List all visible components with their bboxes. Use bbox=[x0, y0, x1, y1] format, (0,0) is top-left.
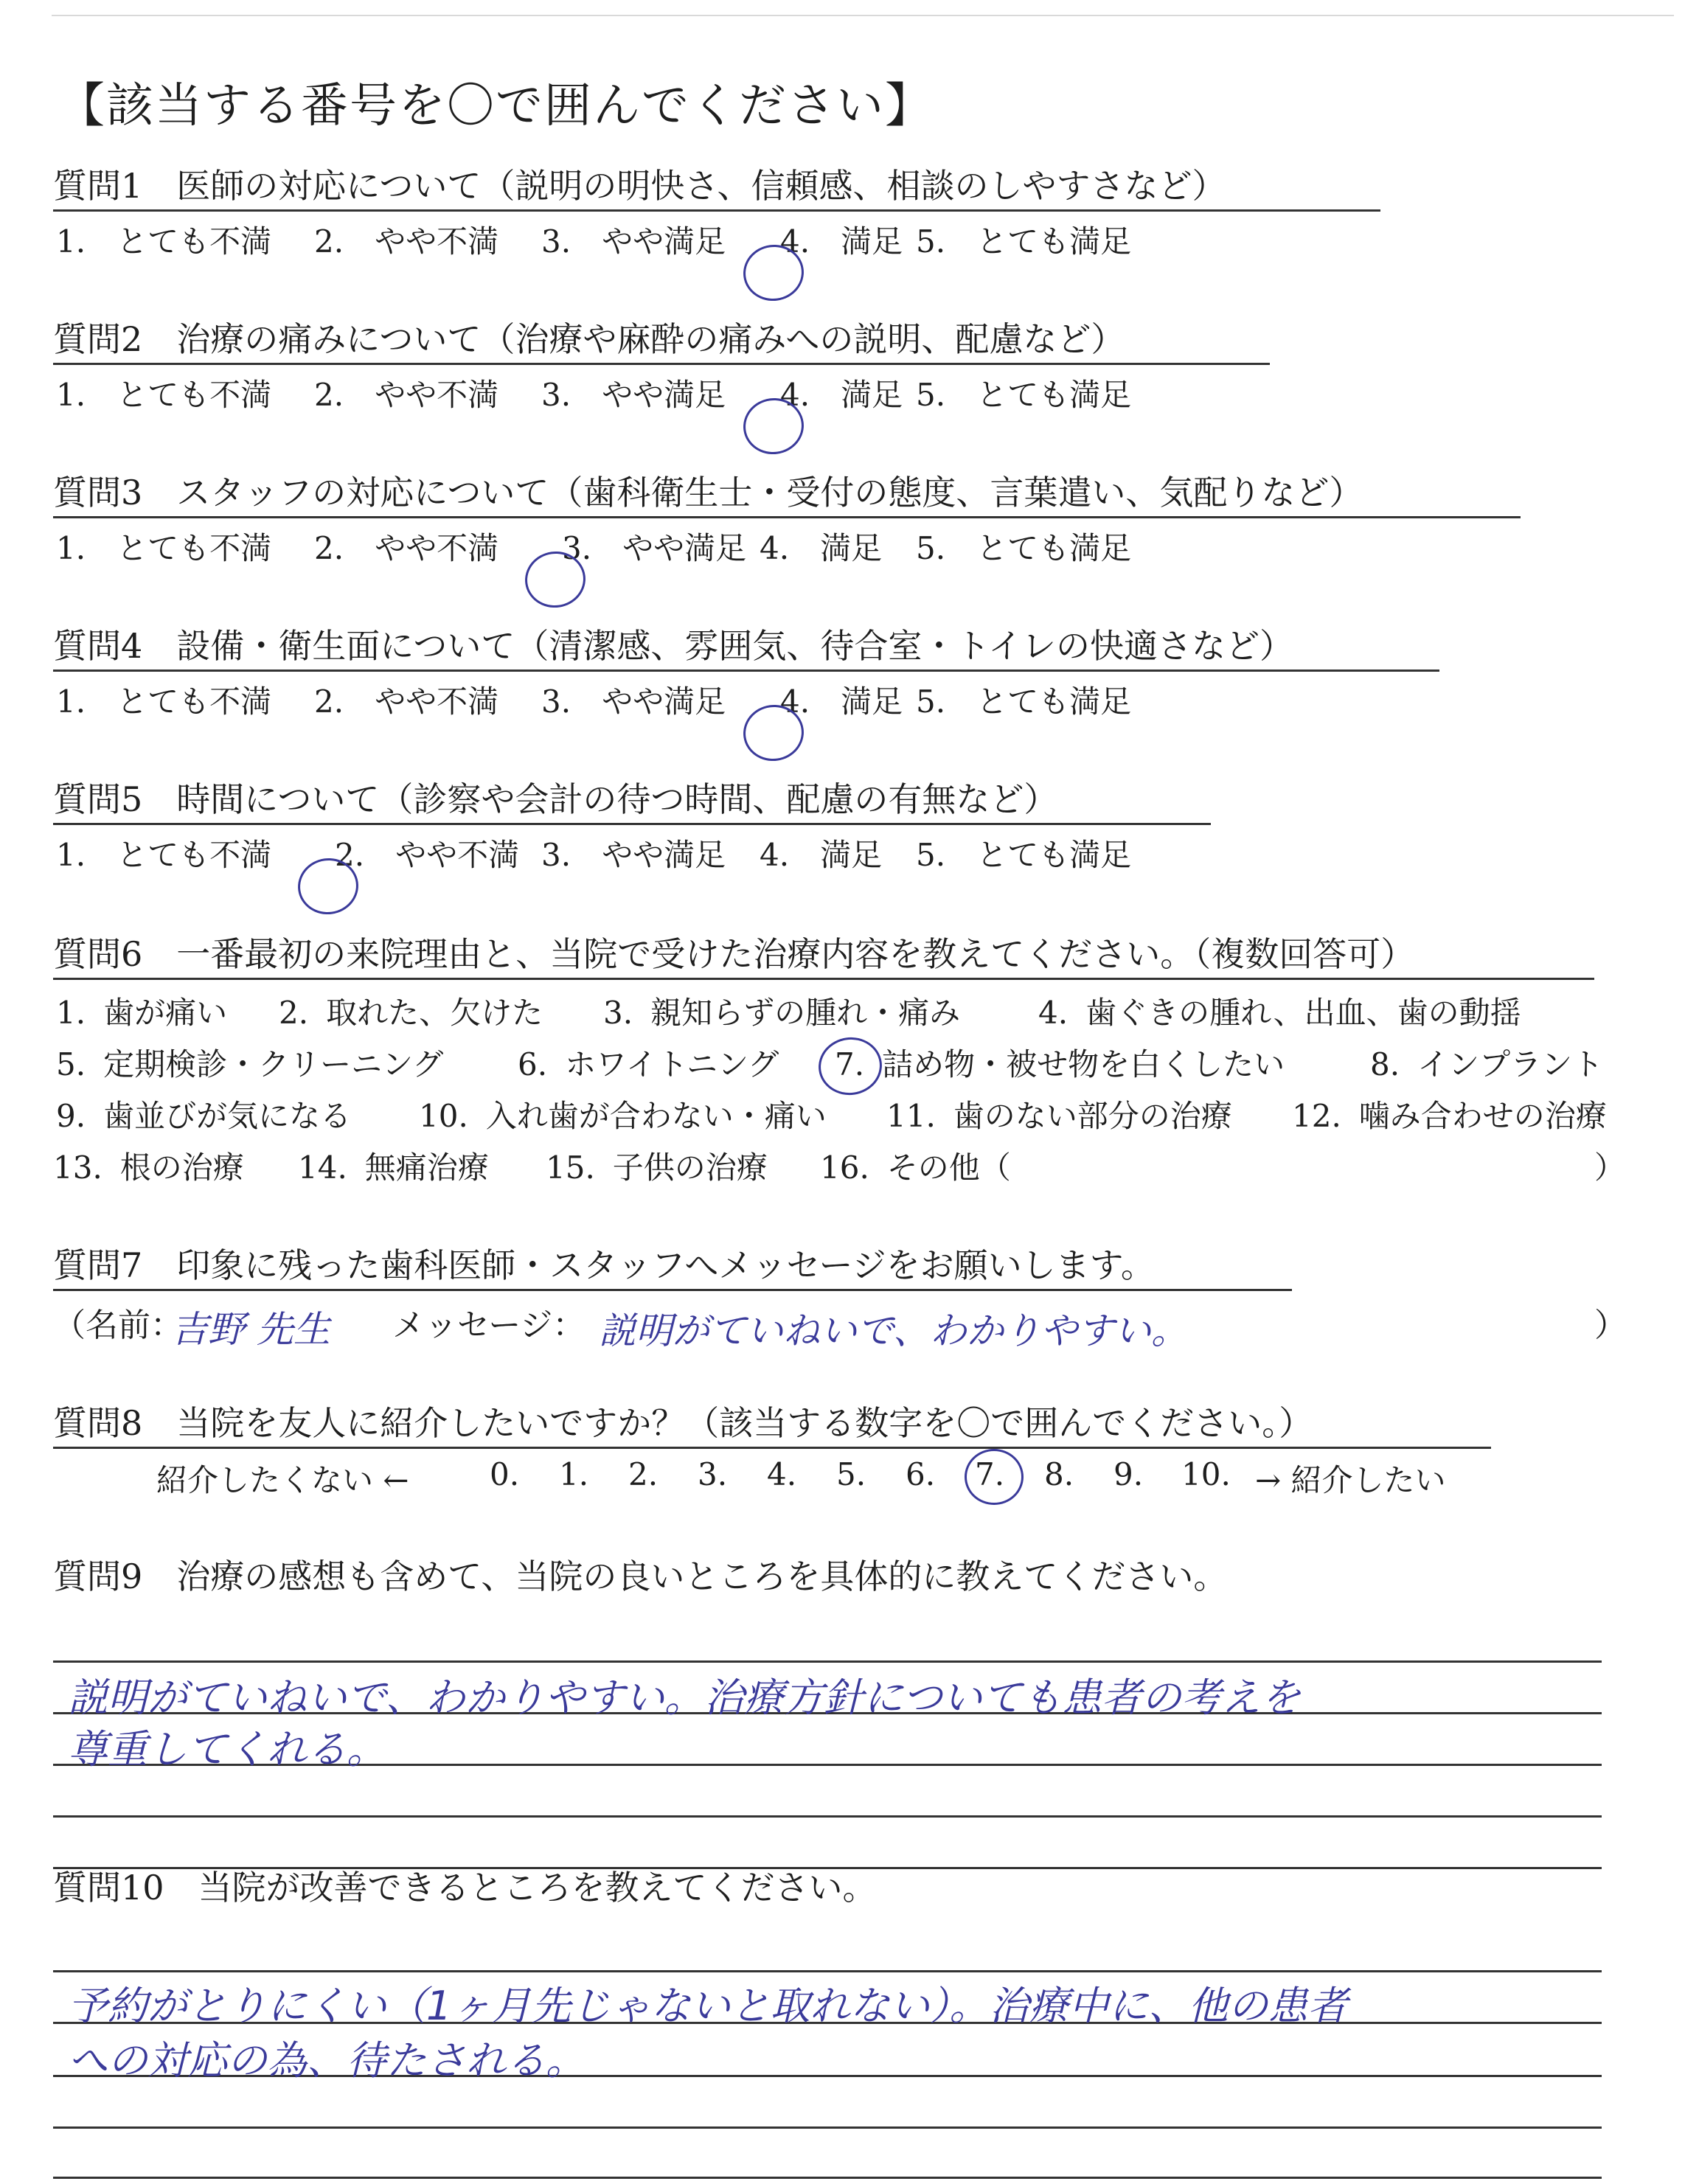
q3-option-3[interactable] bbox=[541, 524, 746, 568]
q1-option-4[interactable] bbox=[760, 218, 903, 262]
q8-scale-8[interactable]: 8. bbox=[1044, 1456, 1074, 1492]
top-rule bbox=[52, 15, 1674, 16]
q8-scale-5[interactable]: 5. bbox=[836, 1456, 866, 1492]
question-1-options bbox=[53, 212, 1631, 260]
q4-option-5[interactable]: 5. とても満足 bbox=[916, 684, 1132, 720]
q6-choice-6[interactable]: 6. ホワイトニング bbox=[518, 1046, 779, 1082]
question-8 bbox=[53, 1399, 1631, 1508]
q6-choice-9[interactable]: 9. 歯並びが気になる bbox=[56, 1098, 352, 1134]
q2-option-1[interactable]: 1. とても不満 bbox=[56, 377, 272, 413]
q5-option-3[interactable]: 3. やや満足 bbox=[541, 837, 726, 873]
q6-choice-10[interactable]: 10. 入れ歯が合わない・痛い bbox=[419, 1098, 827, 1134]
question-1 bbox=[53, 162, 1631, 260]
q8-scale-9[interactable]: 9. bbox=[1113, 1456, 1144, 1492]
q6-choice-15[interactable]: 15. 子供の治療 bbox=[546, 1150, 768, 1186]
q8-scale-0[interactable]: 0. bbox=[490, 1456, 520, 1492]
q7-name-label: （名前： bbox=[53, 1307, 183, 1344]
q5-option-4[interactable]: 4. 満足 bbox=[760, 837, 883, 873]
question-7 bbox=[53, 1242, 1631, 1350]
q6-choice-7[interactable]: 7. 詰め物・被せ物を白くしたい bbox=[835, 1046, 1285, 1082]
q8-scale-1[interactable]: 1. bbox=[559, 1456, 589, 1492]
q2-option-3[interactable]: 3. やや満足 bbox=[541, 377, 726, 413]
q6-choice-3[interactable]: 3. 親知らずの腫れ・痛み bbox=[603, 995, 961, 1031]
question-8-scale bbox=[53, 1449, 1631, 1508]
q1-option-3[interactable]: 3. やや満足 bbox=[541, 223, 726, 260]
q6-choice-14[interactable]: 14. 無痛治療 bbox=[298, 1150, 489, 1186]
q5-option-5[interactable]: 5. とても満足 bbox=[916, 837, 1132, 873]
q6-choice-8[interactable]: 8. インプラント bbox=[1370, 1046, 1604, 1082]
q5-option-2-label: 2. やや不満 bbox=[335, 837, 520, 873]
question-9-answer-area bbox=[53, 1600, 1631, 1880]
q6-choice-2[interactable]: 2. 取れた、欠けた bbox=[279, 995, 543, 1031]
q9-answer-line-2[interactable]: 尊重してくれる。 bbox=[68, 1726, 386, 1773]
question-10-title: 質問10 当院が改善できるところを教えてください。 bbox=[53, 1868, 877, 1907]
q3-option-2[interactable]: 2. やや不満 bbox=[314, 530, 499, 566]
q8-scale-6[interactable]: 6. bbox=[906, 1456, 936, 1492]
question-1-title: 質問1 医師の対応について（説明の明快さ、信頼感、相談のしやすさなど） bbox=[53, 166, 1226, 206]
question-7-title: 質問7 印象に残った歯科医師・スタッフへメッセージをお願いします。 bbox=[53, 1245, 1155, 1285]
q5-option-2[interactable] bbox=[314, 831, 519, 875]
question-10 bbox=[53, 1864, 1631, 2184]
question-2-options bbox=[53, 365, 1631, 414]
q1-option-5[interactable]: 5. とても満足 bbox=[916, 223, 1132, 260]
q6-choice-12[interactable]: 12. 噛み合わせの治療 bbox=[1292, 1098, 1607, 1134]
question-7-message-row bbox=[53, 1291, 1631, 1350]
q8-scale-3[interactable]: 3. bbox=[698, 1456, 728, 1492]
q6-choice-13[interactable]: 13. 根の治療 bbox=[53, 1150, 244, 1186]
question-9 bbox=[53, 1553, 1631, 1880]
question-6 bbox=[53, 931, 1631, 1194]
q1-option-4-label: 4. 満足 bbox=[780, 223, 903, 260]
question-5 bbox=[53, 776, 1631, 874]
question-6-choices bbox=[53, 980, 1631, 1194]
q10-line-1 bbox=[53, 1970, 1602, 1972]
q4-option-2[interactable]: 2. やや不満 bbox=[314, 684, 499, 720]
q8-scale-2[interactable]: 2. bbox=[628, 1456, 659, 1492]
q10-line-4 bbox=[53, 2126, 1602, 2129]
question-5-title: 質問5 時間について（診察や会計の待つ時間、配慮の有無など） bbox=[53, 779, 1058, 819]
q2-option-2[interactable]: 2. やや不満 bbox=[314, 377, 499, 413]
q7-close-paren: ） bbox=[1594, 1307, 1627, 1344]
q3-option-4[interactable]: 4. 満足 bbox=[760, 530, 883, 566]
page-header: 【該当する番号を〇で囲んでください】 bbox=[58, 79, 934, 133]
question-4-title: 質問4 設備・衛生面について（清潔感、雰囲気、待合室・トイレの快適さなど） bbox=[53, 626, 1294, 666]
q6-choice-11[interactable]: 11. 歯のない部分の治療 bbox=[886, 1098, 1232, 1134]
question-2 bbox=[53, 316, 1631, 414]
question-3 bbox=[53, 469, 1631, 567]
q6-choice-5[interactable]: 5. 定期検診・クリーニング bbox=[56, 1046, 444, 1082]
question-5-options bbox=[53, 825, 1631, 874]
q4-option-4-label: 4. 満足 bbox=[780, 684, 903, 720]
q3-option-5[interactable]: 5. とても満足 bbox=[916, 530, 1132, 566]
q6-choice-16[interactable]: 16. その他（ bbox=[820, 1150, 1011, 1186]
q1-option-2[interactable]: 2. やや不満 bbox=[314, 223, 499, 260]
q9-answer-line-1[interactable]: 説明がていねいで、わかりやすい。治療方針についても患者の考えを bbox=[68, 1674, 1301, 1721]
q8-scale-7[interactable]: 7. bbox=[975, 1456, 1005, 1492]
q4-option-3[interactable]: 3. やや満足 bbox=[541, 684, 726, 720]
q7-message-label: メッセージ： bbox=[392, 1307, 586, 1344]
q5-option-1[interactable]: 1. とても不満 bbox=[56, 837, 272, 873]
q7-name-value[interactable]: 吉野 先生 bbox=[171, 1308, 330, 1351]
question-8-title: 質問8 当院を友人に紹介したいですか？（該当する数字を〇で囲んでください。） bbox=[53, 1403, 1313, 1443]
q8-right-label: → 紹介したい bbox=[1255, 1462, 1446, 1498]
q9-line-1 bbox=[53, 1660, 1602, 1663]
q10-line-5 bbox=[53, 2177, 1602, 2179]
question-6-title: 質問6 一番最初の来院理由と、当院で受けた治療内容を教えてください。（複数回答可） bbox=[53, 934, 1415, 974]
q8-scale-10[interactable]: 10. bbox=[1181, 1456, 1231, 1492]
q3-option-1[interactable]: 1. とても不満 bbox=[56, 530, 272, 566]
q6-choice-16-close: ） bbox=[1594, 1150, 1626, 1186]
question-2-title: 質問2 治療の痛みについて（治療や麻酔の痛みへの説明、配慮など） bbox=[53, 319, 1125, 359]
q2-option-4[interactable] bbox=[760, 371, 903, 415]
question-3-title: 質問3 スタッフの対応について（歯科衛生士・受付の態度、言葉遣い、気配りなど） bbox=[53, 473, 1363, 512]
question-4 bbox=[53, 622, 1631, 720]
q9-line-4 bbox=[53, 1815, 1602, 1818]
q10-answer-line-2[interactable]: への対応の為、待たされる。 bbox=[68, 2037, 586, 2084]
q4-option-1[interactable]: 1. とても不満 bbox=[56, 684, 272, 720]
q4-option-4[interactable] bbox=[760, 678, 903, 722]
question-3-options bbox=[53, 518, 1631, 567]
q2-option-5[interactable]: 5. とても満足 bbox=[916, 377, 1132, 413]
question-4-options bbox=[53, 672, 1631, 720]
q2-option-4-label: 4. 満足 bbox=[780, 377, 903, 413]
question-10-answer-area bbox=[53, 1911, 1631, 2184]
q6-choice-1[interactable]: 1. 歯が痛い bbox=[56, 995, 228, 1031]
q7-message-value[interactable]: 説明がていねいで、わかりやすい。 bbox=[599, 1310, 1188, 1352]
question-9-title: 質問9 治療の感想も含めて、当院の良いところを具体的に教えてください。 bbox=[53, 1557, 1228, 1596]
q10-answer-line-1[interactable]: 予約がとりにくい（1ヶ月先じゃないと取れない）。治療中に、他の患者 bbox=[68, 1983, 1348, 2029]
q8-left-label: 紹介したくない ← bbox=[156, 1462, 409, 1498]
q1-option-1[interactable]: 1. とても不満 bbox=[56, 223, 272, 260]
q3-option-3-label: 3. やや満足 bbox=[562, 530, 747, 566]
q6-choice-4[interactable]: 4. 歯ぐきの腫れ、出血、歯の動揺 bbox=[1038, 995, 1521, 1031]
q8-scale-4[interactable]: 4. bbox=[767, 1456, 797, 1492]
